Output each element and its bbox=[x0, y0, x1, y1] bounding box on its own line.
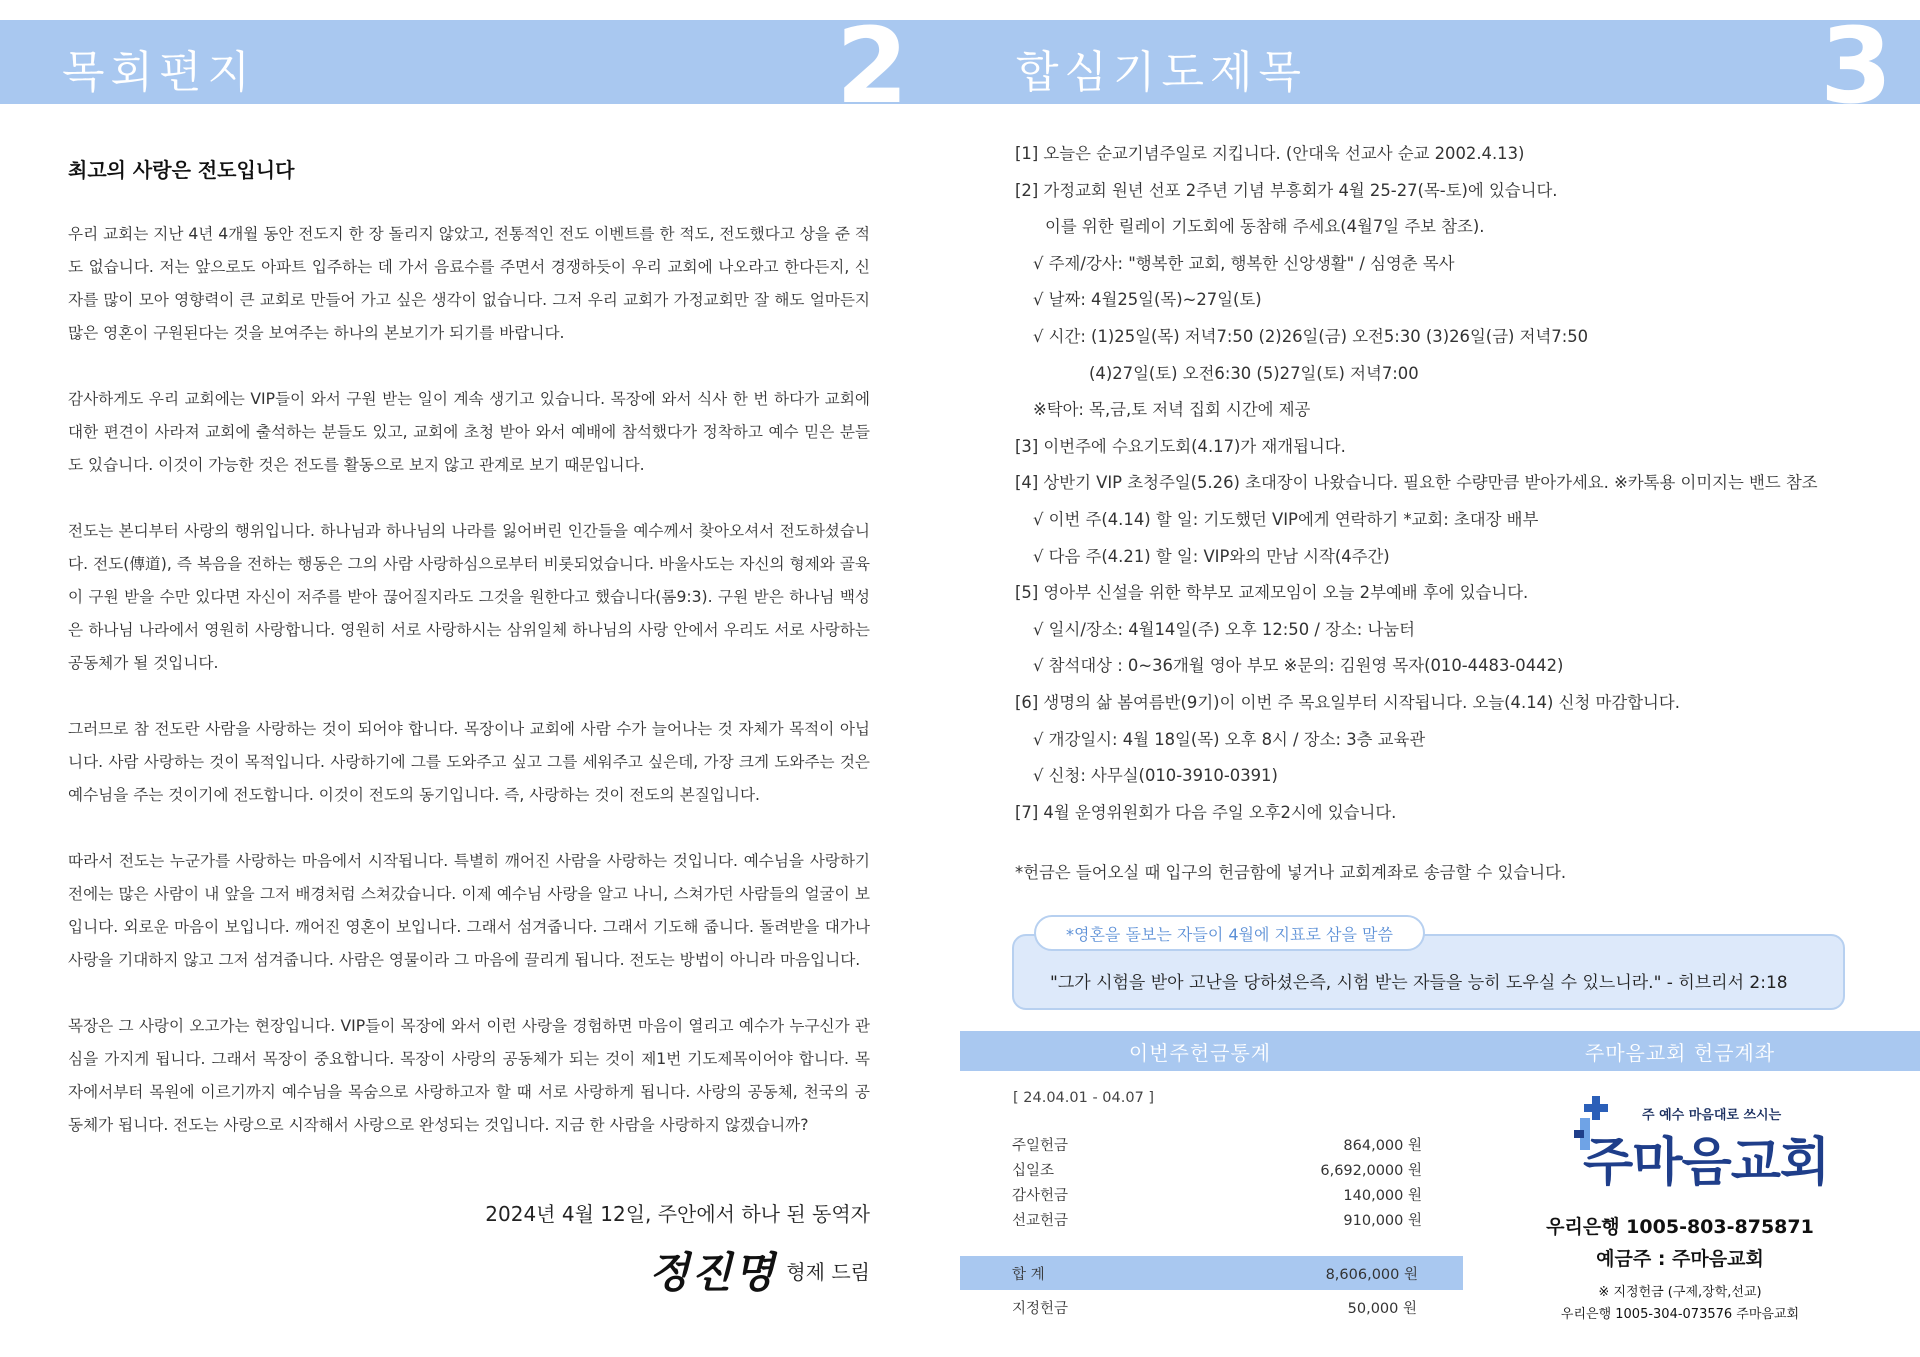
stats-label: 주일헌금 bbox=[1012, 1138, 1069, 1154]
prayer-list bbox=[1015, 136, 1895, 892]
prayer-item: [7] 4월 운영위원회가 다음 주일 오후2시에 있습니다. bbox=[1015, 802, 1397, 822]
prayer-item: [4] 상반기 VIP 초청주일(5.26) 초대장이 나왔습니다. 필요한 수량만큼 받아가세요. ※카톡용 이미지는 밴드 참조 bbox=[1015, 473, 1818, 493]
letter-paragraph: 목장은 그 사랑이 오고가는 현장입니다. VIP들이 목장에 와서 이런 사랑을 경험하면 마음이 열리고 예수가 누구신가 관심을 가지게 됩니다. 그래서 목장이 중요합니다. 목장이 사랑의 공동체가 되는 것이 제1번 기도제목이어야 합니다. 목자에서부터 목원에 이르기까지 예수님을 목숨으로 사랑하고자 할 때 서로 사랑하게 됩니다. 사랑의 공동체, 천국의 공동체가 됩니다. 전도는 사랑으로 시작해서 사랑으로 완성되는 것입니다. 지금 한 사람을 사랑하지 않겠습니까? bbox=[68, 1017, 870, 1134]
prayer-item: [6] 생명의 삶 봄여름반(9기)이 이번 주 목요일부터 시작됩니다. 오늘(4.14) 신청 마감합니다. bbox=[1015, 692, 1680, 712]
prayer-item: √ 신청: 사무실(010-3910-0391) bbox=[1033, 766, 1278, 786]
prayer-item: √ 다음 주(4.21) 할 일: VIP와의 만남 시작(4주간) bbox=[1033, 546, 1390, 566]
account-holder-line: 예금주 : 주마음교회 bbox=[1596, 1248, 1764, 1270]
stats-total-row bbox=[960, 1256, 1463, 1290]
prayer-item: √ 이번 주(4.14) 할 일: 기도했던 VIP에게 연락하기 *교회: 초대장 배부 bbox=[1033, 509, 1539, 529]
account-note: ※ 지정헌금 (구제,장학,선교) bbox=[1598, 1285, 1762, 1300]
prayer-item: [5] 영아부 신설을 위한 학부모 교제모임이 오늘 2부예배 후에 있습니다. bbox=[1015, 583, 1529, 603]
prayer-item: √ 개강일시: 4월 18일(목) 오후 8시 / 장소: 3층 교육관 bbox=[1033, 729, 1426, 749]
prayer-item: √ 주제/강사: "행복한 교회, 행복한 신앙생활" / 심영춘 목사 bbox=[1033, 253, 1455, 273]
left-page-number: 2 bbox=[836, 5, 909, 127]
prayer-item: ※탁아: 목,금,토 저녁 집회 시간에 제공 bbox=[1033, 400, 1311, 420]
letter-paragraph: 그러므로 참 전도란 사람을 사랑하는 것이 되어야 합니다. 목장이나 교회에 사람 수가 늘어나는 것 자체가 목적이 아닙니다. 사람 사랑하는 것이 목적입니다. 사랑하기에 그를 도와주고 싶고 그를 세워주고 싶은데, 가장 크게 도와주는 것은 예수님을 주는 것이기에 전도합니다. 이것이 전도의 동기입니다. 즉, 사랑하는 것이 전도의 본질입니다. bbox=[68, 720, 870, 804]
right-header-title: 합심기도제목 bbox=[1016, 47, 1308, 98]
prayer-item: √ 날짜: 4월25일(목)~27일(토) bbox=[1033, 290, 1262, 310]
prayer-item: [1] 오늘은 순교기념주일로 지킵니다. (안대욱 선교사 순교 2002.4.13) bbox=[1015, 144, 1525, 163]
logo-tagline: 주 예수 마음대로 쓰시는 bbox=[1642, 1108, 1782, 1123]
stats-designated-row bbox=[1012, 1297, 1417, 1318]
stats-row bbox=[1012, 1184, 1422, 1209]
offering-stats-header: 이번주헌금통계 bbox=[960, 1031, 1440, 1071]
stats-designated-amount: 50,000 원 bbox=[1347, 1301, 1417, 1317]
stats-row bbox=[1012, 1159, 1422, 1184]
stats-row bbox=[1012, 1209, 1422, 1234]
left-header-title: 목회편지 bbox=[62, 47, 257, 98]
stats-table bbox=[1012, 1134, 1422, 1234]
prayer-item: 이를 위한 릴레이 기도회에 동참해 주세요(4월7일 주보 참조). bbox=[1045, 217, 1485, 237]
prayer-item: √ 일시/장소: 4월14일(주) 오후 12:50 / 장소: 나눔터 bbox=[1033, 619, 1415, 639]
stats-label: 선교헌금 bbox=[1012, 1213, 1069, 1229]
letter-title: 최고의 사랑은 전도입니다 bbox=[68, 158, 295, 182]
stats-amount: 910,000 원 bbox=[1343, 1213, 1422, 1229]
stats-total-label: 합 계 bbox=[1012, 1266, 1045, 1283]
prayer-item: *헌금은 들어오실 때 입구의 헌금함에 넣거나 교회계좌로 송금할 수 있습니다. bbox=[1015, 863, 1567, 883]
signoff-date: 2024년 4월 12일, 주안에서 하나 된 동역자 bbox=[485, 1202, 870, 1226]
letter-body bbox=[68, 218, 870, 1175]
prayer-item: [3] 이번주에 수요기도회(4.17)가 재개됩니다. bbox=[1015, 436, 1346, 456]
stats-amount: 6,692,0000 원 bbox=[1320, 1163, 1422, 1179]
verse-tab: *영혼을 돌보는 자들이 4월에 지표로 삼을 말씀 bbox=[1034, 915, 1425, 951]
logo-name: 주마음교회 bbox=[1583, 1133, 1830, 1193]
stats-period: [ 24.04.01 - 04.07 ] bbox=[1013, 1090, 1155, 1106]
stats-designated-label: 지정헌금 bbox=[1012, 1301, 1069, 1317]
prayer-item: √ 참석대상 : 0~36개월 영아 부모 ※문의: 김원영 목자(010-4483-0442) bbox=[1033, 656, 1564, 676]
stats-label: 십일조 bbox=[1012, 1163, 1055, 1179]
signature: 정진명 bbox=[648, 1248, 777, 1297]
verse-text: "그가 시험을 받아 고난을 당하셨은즉, 시험 받는 자들을 능히 도우실 수 있느니라." - 히브리서 2:18 bbox=[1050, 973, 1788, 993]
letter-paragraph: 감사하게도 우리 교회에는 VIP들이 와서 구원 받는 일이 계속 생기고 있습니다. 목장에 와서 식사 한 번 하다가 교회에 대한 편견이 사라져 교회에 출석하는 분들도 있고, 교회에 초청 받아 와서 예배에 참석했다가 정착하고 예수 믿은 분들도 있습니다. 이것이 가능한 것은 전도를 활동으로 보지 않고 관계로 보기 때문입니다. bbox=[68, 390, 870, 474]
stats-label: 감사헌금 bbox=[1012, 1188, 1069, 1204]
prayer-item: (4)27일(토) 오전6:30 (5)27일(토) 저녁7:00 bbox=[1089, 363, 1419, 383]
right-header-band bbox=[960, 5, 1920, 127]
account-note: 우리은행 1005-304-073576 주마음교회 bbox=[1560, 1307, 1800, 1322]
prayer-item: √ 시간: (1)25일(목) 저녁7:50 (2)26일(금) 오전5:30 (3)26일(금) 저녁7:50 bbox=[1033, 326, 1589, 346]
stats-amount: 140,000 원 bbox=[1343, 1188, 1422, 1204]
left-header-band bbox=[0, 5, 960, 127]
stats-total-amount: 8,606,000 원 bbox=[1325, 1266, 1418, 1283]
letter-paragraph: 따라서 전도는 누군가를 사랑하는 마음에서 시작됩니다. 특별히 깨어진 사람을 사랑하는 것입니다. 예수님을 사랑하기 전에는 많은 사람이 내 앞을 그저 배경처럼 스쳐갔습니다. 이제 예수님 사랑을 알고 나니, 스쳐가던 사람들의 얼굴이 보입니다. 외로운 마음이 보입니다. 깨어진 영혼이 보입니다. 그래서 섬겨줍니다. 그래서 기도해 줍니다. 돌려받을 대가나 사랑을 기대하지 않고 그저 섬겨줍니다. 사람은 영물이라 그 마음에 끌리게 됩니다. 전도는 방법이 아니라 마음입니다. bbox=[68, 852, 870, 969]
letter-paragraph: 우리 교회는 지난 4년 4개월 동안 전도지 한 장 돌리지 않았고, 전통적인 전도 이벤트를 한 적도, 전도했다고 상을 준 적도 없습니다. 저는 앞으로도 아파트 입주하는 데 가서 음료수를 주면서 경쟁하듯이 우리 교회에 나오라고 한다든지, 신자를 많이 모아 영향력이 큰 교회로 만들어 가고 싶은 생각이 없습니다. 그저 우리 교회가 가정교회만 잘 해도 얼마든지 많은 영혼이 구원된다는 것을 보여주는 하나의 본보기가 되기를 바랍니다. bbox=[68, 225, 870, 342]
right-page-number: 3 bbox=[1820, 5, 1893, 127]
account-bank-line: 우리은행 1005-803-875871 bbox=[1546, 1216, 1814, 1238]
signature-suffix: 형제 드림 bbox=[786, 1259, 870, 1284]
stats-amount: 864,000 원 bbox=[1343, 1138, 1422, 1154]
stats-row bbox=[1012, 1134, 1422, 1159]
prayer-item bbox=[1015, 831, 1895, 855]
letter-paragraph: 전도는 본디부터 사랑의 행위입니다. 하나님과 하나님의 나라를 잃어버린 인간들을 예수께서 찾아오셔서 전도하셨습니다. 전도(傳道), 즉 복음을 전하는 행동은 그의 사람 사랑하심으로부터 비롯되었습니다. 바울사도는 자신의 형제와 골육이 구원 받을 수만 있다면 자신이 저주를 받아 끊어질지라도 그것을 원한다고 했습니다(롬9:3). 구원 받은 하나님 백성은 하나님 나라에서 영원히 사랑합니다. 영원히 서로 사랑하시는 삼위일체 하나님의 사랑 안에서 우리도 서로 사랑하는 공동체가 될 것입니다. bbox=[68, 522, 870, 672]
offering-account-header: 주마음교회 헌금계좌 bbox=[1440, 1031, 1920, 1071]
signature-row bbox=[649, 1240, 870, 1300]
prayer-item: [2] 가정교회 원년 선포 2주년 기념 부흥회가 4월 25-27(목-토)에 있습니다. bbox=[1015, 180, 1558, 200]
